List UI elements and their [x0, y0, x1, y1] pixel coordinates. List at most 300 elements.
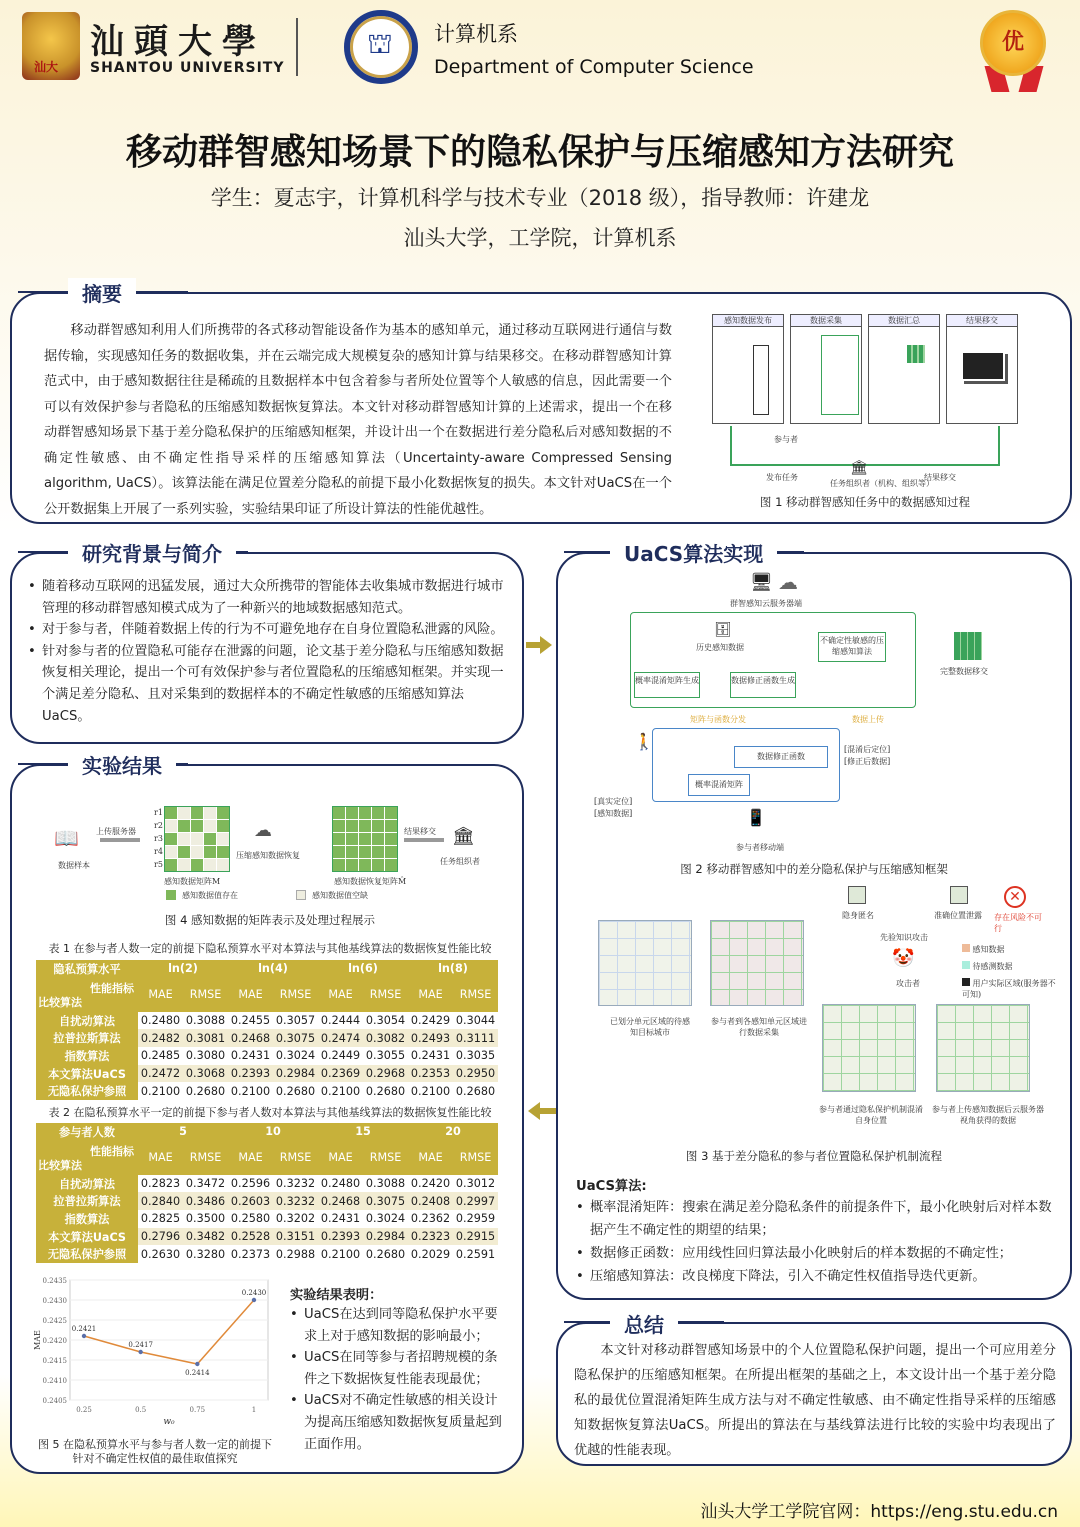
matrix-cell	[204, 846, 216, 858]
fig2-complete-label: 完整数据移交	[940, 667, 988, 676]
table-corner-algorithm: 比较算法	[38, 995, 82, 1009]
fig4-row-label: r1	[154, 808, 163, 817]
data-label: 0.2421	[71, 1325, 97, 1333]
table-metric-header: MAE	[228, 1141, 273, 1175]
table-value: 0.2482	[138, 1029, 183, 1047]
table-value: 0.2528	[228, 1228, 273, 1246]
table-value: 0.3472	[183, 1175, 228, 1193]
table-value: 0.2323	[408, 1228, 453, 1246]
finding-item: • UaCS在达到同等隐私保护水平要求上对于感知数据的影响最小；	[290, 1304, 506, 1347]
table-value: 0.2100	[228, 1082, 273, 1100]
table-corner-metric: 性能指标	[90, 981, 134, 995]
matrix-cell	[217, 833, 229, 845]
uacs-algo-item: • 数据修正函数：应用线性回归算法最小化映射后的样本数据的不确定性；	[576, 1242, 1054, 1265]
matrix-cell	[165, 820, 177, 832]
matrix-cell	[346, 833, 358, 845]
table-value: 0.2680	[363, 1082, 408, 1100]
background-item: • 针对参与者的位置隐私可能存在泄露的问题，论文基于差分隐私与压缩感知数据恢复相关理论，提出一个可有效保护参与者位置隐私的压缩感知框架。并实现一个满足差分隐私、且对采集到的数据样本的不确定性敏感的压缩感知算法UaCS。	[28, 641, 510, 727]
fig1-panel-aggregate	[868, 314, 940, 424]
fig4-matrix-mhat-label: 感知数据恢复矩阵M̂	[334, 877, 407, 886]
matrix-cell	[346, 807, 358, 819]
table-value: 0.3088	[363, 1175, 408, 1193]
fig4-samples-label: 数据样本	[58, 861, 90, 870]
fig2-real1-label: [真实定位]	[594, 797, 633, 806]
fig3-hidden-label: 隐身匿名	[842, 911, 874, 920]
findings-list	[290, 1304, 506, 1455]
table-value: 0.2393	[318, 1228, 363, 1246]
table-metric-header: MAE	[318, 978, 363, 1012]
table-2	[36, 1123, 498, 1263]
legend-swatch	[962, 961, 970, 969]
fig4-matrix-m-label: 感知数据矩阵M	[164, 877, 221, 886]
table-2-caption: 表 2 在隐私预算水平一定的前提下参与者人数对本算法与其他基线算法的数据恢复性能比较	[48, 1106, 492, 1119]
table-row	[36, 1175, 498, 1193]
fig2-dist-label: 矩阵与函数分发	[690, 715, 746, 724]
table-metric-header: RMSE	[453, 978, 498, 1012]
table-1-caption: 表 1 在参与者人数一定的前提下隐私预算水平对本算法与其他基线算法的数据恢复性能比较	[48, 942, 492, 955]
matrix-cell	[165, 846, 177, 858]
matrix-cell	[346, 859, 358, 871]
data-point	[138, 1350, 142, 1354]
matrix-cell	[217, 846, 229, 858]
figure-4	[40, 786, 500, 906]
table-value: 0.2603	[228, 1192, 273, 1210]
fig3-legend-text: 感知数据	[972, 945, 1005, 954]
table-value: 0.3232	[273, 1175, 318, 1193]
fig4-legend-empty: 感知数据值空缺	[312, 891, 368, 900]
fig1-matrix-icon	[907, 345, 925, 363]
table-value: 0.2493	[408, 1029, 453, 1047]
fig1-sensor-list	[821, 335, 859, 415]
table-corner-algorithm: 比较算法	[38, 1158, 82, 1172]
fig2-unc-block: 不确定性敏感的压缩感知算法	[818, 632, 886, 662]
fig1-panel-handover	[946, 314, 1018, 424]
fig2-history-label: 历史感知数据	[696, 643, 744, 652]
matrix-cell	[191, 820, 203, 832]
data-label: 0.2430	[241, 1289, 267, 1297]
fig1-panel-collect	[790, 314, 862, 424]
table-corner-metric: 性能指标	[90, 1144, 134, 1158]
table-value: 0.2680	[183, 1082, 228, 1100]
fig1-panel-publish	[712, 314, 784, 424]
attacker-icon: 🤡	[892, 948, 915, 969]
excellent-badge-icon: 优	[980, 10, 1046, 76]
figure-3	[594, 882, 1064, 1140]
table-metric-header: MAE	[138, 978, 183, 1012]
table-value: 0.3500	[183, 1210, 228, 1228]
table-metric-header: MAE	[408, 1141, 453, 1175]
table-value: 0.2369	[318, 1065, 363, 1083]
experiments-heading: 实验结果	[68, 750, 176, 779]
table-row-name: 本文算法UaCS	[36, 1065, 138, 1083]
legend-swatch	[962, 944, 970, 952]
data-label: 0.2417	[128, 1341, 153, 1349]
x-tick-label: 0.75	[189, 1406, 206, 1414]
table-value: 0.2823	[138, 1175, 183, 1193]
finding-item: • UaCS对不确定性敏感的相关设计为提高压缩感知数据恢复质量起到正面作用。	[290, 1390, 506, 1455]
fig4-organizer-label: 任务组织者	[440, 857, 480, 866]
y-tick-label: 0.2410	[42, 1377, 67, 1385]
background-list	[28, 576, 510, 727]
matrix-cell	[372, 807, 384, 819]
fig2-upload-label: 数据上传	[852, 715, 884, 724]
table-metric-header: MAE	[318, 1141, 363, 1175]
y-tick-label: 0.2425	[42, 1317, 67, 1325]
fig1-publish-task-label: 发布任务	[766, 473, 798, 482]
arrow-to-uacs-shaft	[526, 642, 542, 648]
table-value: 0.3054	[363, 1012, 408, 1030]
matrix-cell	[217, 820, 229, 832]
fig3-legend-item	[962, 978, 1062, 1000]
fig2-after2-label: [修正后数据]	[844, 757, 891, 766]
table-row-name: 无隐私保护参照	[36, 1245, 138, 1263]
matrix-cell	[191, 859, 203, 871]
table-corner-header: 隐私预算水平	[36, 960, 138, 978]
table-value: 0.3035	[453, 1047, 498, 1065]
table-metric-header: RMSE	[273, 978, 318, 1012]
table-row	[36, 1245, 498, 1263]
matrix-cell	[359, 807, 371, 819]
poster-affiliation: 汕头大学，工学院，计算机系	[403, 226, 677, 250]
matrix-cell	[346, 846, 358, 858]
table-value: 0.3075	[273, 1029, 318, 1047]
table-metric-header: RMSE	[363, 978, 408, 1012]
table-value: 0.2825	[138, 1210, 183, 1228]
background-item: • 随着移动互联网的迅猛发展，通过大众所携带的智能体去收集城市数据进行城市管理的移动群智感知模式成为了一种新兴的地域数据感知范式。	[28, 576, 510, 619]
table-value: 0.3088	[183, 1012, 228, 1030]
x-tick-label: 0.25	[76, 1406, 92, 1414]
fig4-row-label: r4	[154, 847, 163, 856]
table-value: 0.2840	[138, 1192, 183, 1210]
data-point	[252, 1298, 256, 1302]
data-point	[195, 1362, 199, 1366]
fig2-mobile-label: 参与者移动端	[736, 843, 784, 852]
fig1-organizer-label: 任务组织者（机构、组织等）	[830, 479, 934, 488]
figure-5-caption-2: 针对不确定性权值的最佳取值探究	[72, 1452, 238, 1465]
table-value: 0.2353	[408, 1065, 453, 1083]
department-name-cn: 计算机系	[434, 22, 518, 46]
table-value: 0.3068	[183, 1065, 228, 1083]
fig4-row-labels	[154, 794, 163, 871]
matrix-cell	[372, 846, 384, 858]
y-axis-label: MAE	[33, 1330, 42, 1350]
table-value: 0.2449	[318, 1047, 363, 1065]
fig3-legend-text: 用户实际区域(服务器不可知)	[962, 979, 1056, 999]
fig4-row-label: r5	[154, 860, 163, 869]
table-value: 0.3055	[363, 1047, 408, 1065]
fig4-row-label: r3	[154, 834, 163, 843]
table-value: 0.2468	[228, 1029, 273, 1047]
fig3-map-collect	[710, 920, 804, 1006]
fig3-precise-avatar	[950, 886, 968, 904]
table-group-header: ln(6)	[318, 960, 408, 978]
matrix-cell	[372, 820, 384, 832]
table-group-header: 15	[318, 1123, 408, 1141]
fig1-panel-title: 感知数据发布	[713, 315, 783, 327]
table-value: 0.3082	[363, 1029, 408, 1047]
table-group-header: ln(2)	[138, 960, 228, 978]
matrix-cell	[217, 807, 229, 819]
abstract-heading: 摘要	[68, 278, 136, 307]
table-value: 0.2431	[318, 1210, 363, 1228]
matrix-cell	[359, 820, 371, 832]
fig2-probmat-block: 概率混淆矩阵	[688, 774, 750, 796]
matrix-cell	[178, 820, 190, 832]
background-heading: 研究背景与简介	[68, 538, 236, 567]
uacs-algo-heading: UaCS算法:	[576, 1179, 647, 1194]
figure-5-caption-1: 图 5 在隐私预算水平与参与者人数一定的前提下	[38, 1438, 272, 1451]
legend-swatch	[962, 978, 970, 986]
y-tick-label: 0.2415	[42, 1357, 67, 1365]
table-value: 0.3080	[183, 1047, 228, 1065]
matrix-cell	[372, 833, 384, 845]
matrix-cell	[385, 807, 397, 819]
table-header-row	[36, 960, 498, 978]
fig1-organizer-icon: 🏛	[850, 460, 868, 476]
table-value: 0.2474	[318, 1029, 363, 1047]
table-value: 0.2591	[453, 1245, 498, 1263]
table-value: 0.2468	[318, 1192, 363, 1210]
fig4-matrix-m	[164, 806, 230, 872]
table-value: 0.2988	[273, 1245, 318, 1263]
data-label: 0.2414	[185, 1369, 210, 1377]
y-tick-label: 0.2420	[42, 1337, 67, 1345]
server-icon: 🖥	[750, 572, 773, 593]
table-value: 0.2420	[408, 1175, 453, 1193]
legend-filled-swatch	[166, 890, 176, 900]
table-row	[36, 1228, 498, 1246]
table-metric-header: RMSE	[273, 1141, 318, 1175]
table-value: 0.3044	[453, 1012, 498, 1030]
fig3-legend-text: 待感测数据	[972, 962, 1013, 971]
uacs-algo-list	[576, 1196, 1054, 1288]
cloud-icon: ☁	[254, 820, 272, 841]
complete-matrix-icon	[954, 632, 982, 660]
uacs-heading: UaCS算法实现	[610, 538, 777, 567]
fig1-panel-title: 数据汇总	[869, 315, 939, 327]
cloud-icon: ☁	[778, 570, 798, 594]
fig4-matrix-mhat	[332, 806, 398, 872]
matrix-cell	[359, 846, 371, 858]
fig3-prior-label: 先验知识攻击	[880, 933, 928, 942]
abstract-text: 移动群智感知利用人们所携带的各式移动智能设备作为基本的感知单元，通过移动互联网进行通信与数据传输，实现感知任务的数据收集，并在云端完成大规模复杂的感知计算与结果移交。在移动群智感知计算范式中，由于感知数据往往是稀疏的且数据样本中包含着参与者所处位置等个人敏感的信息，因此需要一个可以有效保护参与者隐私的压缩感知数据恢复算法。本文针对移动群智感知计算的上述需求，提出一个在移动群智感知场景下基于差分隐私保护的压缩感知框架，并设计出一个在数据进行差分隐私后对感知数据的不确定性敏感、由不确定性指导采样的压缩感知算法（Uncertainty-aware Compressed Sensing algorithm, UaCS）。该算法能在满足位置差分隐私的前提下最小化数据恢复的损失。本文针对UaCS在一个公开数据集上开展了一系列实验，实验结果印证了所设计算法的性能优越性。	[44, 323, 672, 517]
table-value: 0.2680	[363, 1245, 408, 1263]
table-value: 0.2580	[228, 1210, 273, 1228]
uacs-algo-item: • 概率混淆矩阵：搜索在满足差分隐私条件的前提条件下，最小化映射后对样本数据产生不确定性的期望的结果；	[576, 1196, 1054, 1242]
matrix-cell	[178, 846, 190, 858]
fig3-legend	[962, 944, 1062, 1000]
walking-person-icon: 🚶	[634, 732, 654, 751]
matrix-cell	[385, 820, 397, 832]
table-value: 0.2393	[228, 1065, 273, 1083]
matrix-cell	[191, 807, 203, 819]
table-value: 0.3057	[273, 1012, 318, 1030]
x-tick-label: 1	[251, 1406, 257, 1414]
arrow-to-experiments-shaft	[540, 1108, 556, 1114]
footer-website: 汕头大学工学院官网：https://eng.stu.edu.cn	[700, 1502, 1058, 1522]
table-value: 0.2455	[228, 1012, 273, 1030]
table-row	[36, 1065, 498, 1083]
table-value: 0.2984	[273, 1065, 318, 1083]
matrix-cell	[178, 833, 190, 845]
table-row	[36, 1029, 498, 1047]
table-group-header: 10	[228, 1123, 318, 1141]
summary-heading: 总结	[610, 1309, 678, 1338]
y-tick-label: 0.2435	[42, 1277, 67, 1285]
fig1-task-block	[753, 345, 769, 415]
table-row-name: 自扰动算法	[36, 1175, 138, 1193]
data-point	[82, 1334, 86, 1338]
table-row-name: 本文算法UaCS	[36, 1228, 138, 1246]
matrix-cell	[191, 846, 203, 858]
matrix-cell	[333, 807, 345, 819]
table-value: 0.3024	[273, 1047, 318, 1065]
fig3-collect-label: 参与者到各感知单元区域进行数据采集	[711, 1017, 807, 1037]
table-value: 0.2408	[408, 1192, 453, 1210]
table-value: 0.2362	[408, 1210, 453, 1228]
university-name-en: SHANTOU UNIVERSITY	[90, 60, 285, 76]
summary-text: 本文针对移动群智感知场景中的个人位置隐私保护问题，提出一个可应用差分隐私保护的压缩感知框架。在所提出框架的基础之上，本文设计出一个基于差分隐私的最优位置混淆矩阵生成方法与对不确定性敏感、由不确定性指导采样的压缩感知数据恢复算法UaCS。所提出的算法在与基线算法进行比较的实验中均表现出了优越的性能表现。	[574, 1343, 1056, 1458]
fig4-legend-filled: 感知数据值存在	[182, 891, 238, 900]
fig2-after1-label: [混淆后定位]	[844, 745, 891, 754]
matrix-cell	[204, 859, 216, 871]
figure-3-caption: 图 3 基于差分隐私的参与者位置隐私保护机制流程	[685, 1149, 943, 1163]
table-value: 0.3024	[363, 1210, 408, 1228]
table-value: 0.2431	[228, 1047, 273, 1065]
table-row	[36, 1210, 498, 1228]
matrix-cell	[191, 833, 203, 845]
table-metric-header: RMSE	[183, 978, 228, 1012]
table-value: 0.2029	[408, 1245, 453, 1263]
table-metric-header: RMSE	[363, 1141, 408, 1175]
table-value: 0.3202	[273, 1210, 318, 1228]
matrix-cell	[333, 846, 345, 858]
table-value: 0.2630	[138, 1245, 183, 1263]
fig4-handover-label: 结果移交	[404, 827, 436, 836]
fig1-participants-label: 参与者	[774, 435, 798, 444]
organizer-icon: 🏛	[452, 826, 475, 847]
table-value: 0.3081	[183, 1029, 228, 1047]
fig2-fixfn-block: 数据修正函数	[734, 746, 828, 768]
table-group-header: 20	[408, 1123, 498, 1141]
table-metric-row	[36, 1141, 498, 1175]
matrix-cell	[165, 807, 177, 819]
matrix-cell	[217, 859, 229, 871]
table-group-header: ln(8)	[408, 960, 498, 978]
table-row-name: 拉普拉斯算法	[36, 1029, 138, 1047]
x-tick-label: 0.5	[135, 1406, 147, 1414]
matrix-cell	[204, 807, 216, 819]
table-value: 0.3111	[453, 1029, 498, 1047]
table-value: 0.2997	[453, 1192, 498, 1210]
fig4-arrow-upload	[100, 838, 140, 842]
matrix-cell	[178, 859, 190, 871]
fig3-risk-label: 存在风险不可行	[994, 913, 1042, 933]
fig3-legend-item	[962, 944, 1062, 955]
fig3-mix-label: 参与者通过隐私保护机制混淆自身位置	[819, 1105, 923, 1125]
figure-2	[594, 568, 1050, 858]
fig1-handover-label: 结果移交	[924, 473, 956, 482]
table-value: 0.2472	[138, 1065, 183, 1083]
figure-4-caption: 图 4 感知数据的矩阵表示及处理过程展示	[164, 913, 376, 927]
table-diagonal-header	[36, 1141, 138, 1175]
fig2-probgen-block: 概率混淆矩阵生成	[634, 672, 700, 698]
fig1-panel-title: 数据采集	[791, 315, 861, 327]
matrix-cell	[165, 833, 177, 845]
fig4-upload-label: 上传服务器	[96, 827, 136, 836]
table-value: 0.2444	[318, 1012, 363, 1030]
figure-5-chart	[30, 1272, 280, 1424]
fig3-map-city	[598, 920, 692, 1006]
fig4-row-label: r2	[154, 821, 163, 830]
table-value: 0.2596	[228, 1175, 273, 1193]
table-metric-header: RMSE	[453, 1141, 498, 1175]
table-value: 0.2915	[453, 1228, 498, 1246]
fig3-map-upload	[936, 1004, 1030, 1092]
uacs-algo-item: • 压缩感知算法：改良梯度下降法，引入不确定性权值指导迭代更新。	[576, 1265, 1054, 1288]
header-divider	[296, 18, 298, 76]
table-group-header: ln(4)	[228, 960, 318, 978]
table-row	[36, 1012, 498, 1030]
table-metric-header: MAE	[408, 978, 453, 1012]
table-metric-header: MAE	[138, 1141, 183, 1175]
table-value: 0.2680	[273, 1082, 318, 1100]
matrix-cell	[385, 833, 397, 845]
fig1-panel-title: 结果移交	[947, 315, 1017, 327]
department-name-en: Department of Computer Science	[434, 56, 754, 78]
university-name-cn: 汕頭大學	[90, 22, 266, 62]
matrix-cell	[178, 807, 190, 819]
table-value: 0.2100	[318, 1245, 363, 1263]
fig4-recover-label: 压缩感知数据恢复	[236, 851, 300, 860]
y-tick-label: 0.2430	[42, 1297, 67, 1305]
matrix-cell	[359, 859, 371, 871]
figure-1	[710, 312, 1020, 492]
fig2-server-label: 群智感知云服务器端	[730, 599, 802, 608]
table-value: 0.3075	[363, 1192, 408, 1210]
table-value: 0.2100	[318, 1082, 363, 1100]
fig3-legend-item	[962, 961, 1062, 972]
fig2-real2-label: [感知数据]	[594, 809, 633, 818]
table-row-name: 自扰动算法	[36, 1012, 138, 1030]
table-row-name: 指数算法	[36, 1210, 138, 1228]
fig3-map-mix	[822, 1004, 916, 1092]
fig3-upload-label: 参与者上传感知数据后云服务器视角获得的数据	[932, 1105, 1044, 1125]
matrix-cell	[385, 846, 397, 858]
figure-1-caption: 图 1 移动群智感知任务中的数据感知过程	[759, 495, 971, 509]
table-value: 0.2984	[363, 1228, 408, 1246]
table-value: 0.3232	[273, 1192, 318, 1210]
table-1	[36, 960, 498, 1100]
fig1-result-doc-icon	[961, 351, 1005, 381]
matrix-cell	[165, 859, 177, 871]
legend-empty-swatch	[296, 890, 306, 900]
risk-forbidden-icon: ✕	[1004, 886, 1026, 908]
fig4-arrow-handover	[404, 838, 444, 842]
table-value: 0.2480	[138, 1012, 183, 1030]
matrix-cell	[346, 820, 358, 832]
fig3-attacker-label: 攻击者	[896, 979, 920, 988]
arrow-to-experiments	[528, 1102, 540, 1120]
table-row	[36, 1047, 498, 1065]
shantou-university-logo	[22, 12, 80, 80]
table-value: 0.2431	[408, 1047, 453, 1065]
findings-heading: 实验结果表明：	[290, 1288, 383, 1303]
table-row-name: 无隐私保护参照	[36, 1082, 138, 1100]
database-icon: 🗄	[714, 622, 732, 638]
x-axis-label: w₀	[163, 1417, 175, 1424]
table-metric-row	[36, 978, 498, 1012]
